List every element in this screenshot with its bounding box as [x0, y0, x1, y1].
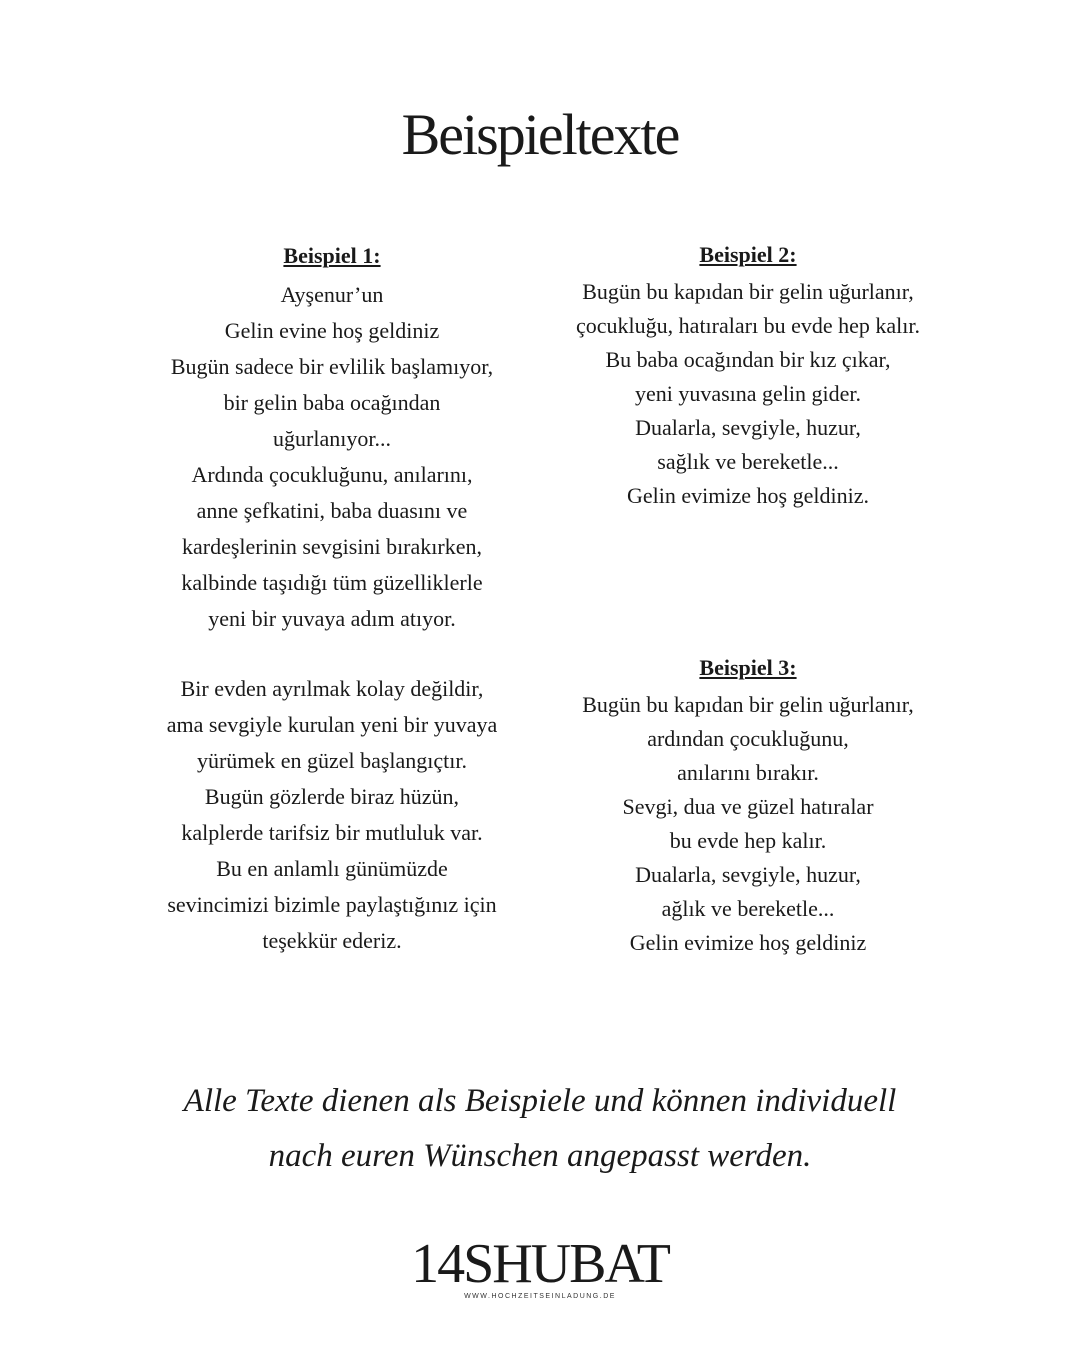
text-line: yeni yuvasına gelin gider. [634, 381, 862, 406]
text-line: Dualarla, sevgiyle, huzur, [635, 862, 861, 887]
text-line: anne şefkatini, baba duasını ve [196, 498, 468, 523]
text-line: Bugün bu kapıdan bir gelin uğurlanır, [582, 692, 914, 717]
text-line: kalbinde taşıdığı tüm güzelliklerle [181, 570, 483, 595]
text-line: Bir evden ayrılmak kolay değildir, [180, 676, 484, 701]
page-title: Beispieltexte [401, 102, 679, 167]
example-heading: Beispiel 2: [699, 242, 797, 267]
text-line: Bugün bu kapıdan bir gelin uğurlanır, [582, 279, 914, 304]
text-line: çocukluğu, hatıraları bu evde hep kalır. [576, 313, 920, 338]
text-line: anılarını bırakır. [677, 760, 819, 785]
brand-url: WWW.HOCHZEITSEINLADUNG.DE [464, 1293, 616, 1300]
example-text [528, 275, 968, 513]
example-2 [528, 238, 968, 513]
example-text [528, 688, 968, 960]
text-line: Gelin evine hoş geldiniz [224, 318, 440, 343]
text-line: Bugün gözlerde biraz hüzün, [204, 784, 460, 809]
text-line: Bugün sadece bir evlilik başlamıyor, [170, 354, 494, 379]
text-line: yürümek en güzel başlangıçtır. [196, 748, 468, 773]
text-line: Bu baba ocağından bir kız çıkar, [605, 347, 891, 372]
text-line: kalplerde tarifsiz bir mutluluk var. [181, 820, 483, 845]
text-line: Ardında çocukluğunu, anılarını, [191, 462, 473, 487]
text-line: Sevgi, dua ve güzel hatıralar [622, 794, 874, 819]
text-line: kardeşlerinin sevgisini bırakırken, [182, 534, 482, 559]
example-text [112, 277, 552, 959]
note-line: Alle Texte dienen als Beispiele und können individuell [183, 1083, 897, 1119]
text-line: uğurlanıyor... [273, 426, 391, 451]
example-1 [112, 238, 552, 959]
text-line: Gelin evimize hoş geldiniz [629, 930, 867, 955]
paragraph-break [112, 637, 552, 671]
text-line: sağlık ve bereketle... [657, 449, 839, 474]
text-line: teşekkür ederiz. [262, 928, 402, 953]
text-line: Bu en anlamlı günümüzde [216, 856, 448, 881]
example-heading: Beispiel 1: [283, 243, 381, 268]
text-line: ama sevgiyle kurulan yeni bir yuvaya [166, 712, 498, 737]
text-line: Dualarla, sevgiyle, huzur, [635, 415, 861, 440]
text-line: Gelin evimize hoş geldiniz. [627, 483, 869, 508]
text-line: ardından çocukluğunu, [647, 726, 849, 751]
text-line: bir gelin baba ocağından [223, 390, 441, 415]
text-line: bu evde hep kalır. [669, 828, 827, 853]
example-3 [528, 651, 968, 960]
text-line: ağlık ve bereketle... [661, 896, 835, 921]
note-line: nach euren Wünschen angepasst werden. [268, 1138, 812, 1174]
footer-note [0, 1074, 1080, 1184]
text-line: Ayşenur’un [280, 282, 384, 307]
text-line: sevincimizi bizimle paylaştığınız için [167, 892, 497, 917]
text-line: yeni bir yuvaya adım atıyor. [208, 606, 456, 631]
brand-logo: 14SHUBAT [411, 1233, 669, 1295]
example-heading: Beispiel 3: [699, 655, 797, 680]
